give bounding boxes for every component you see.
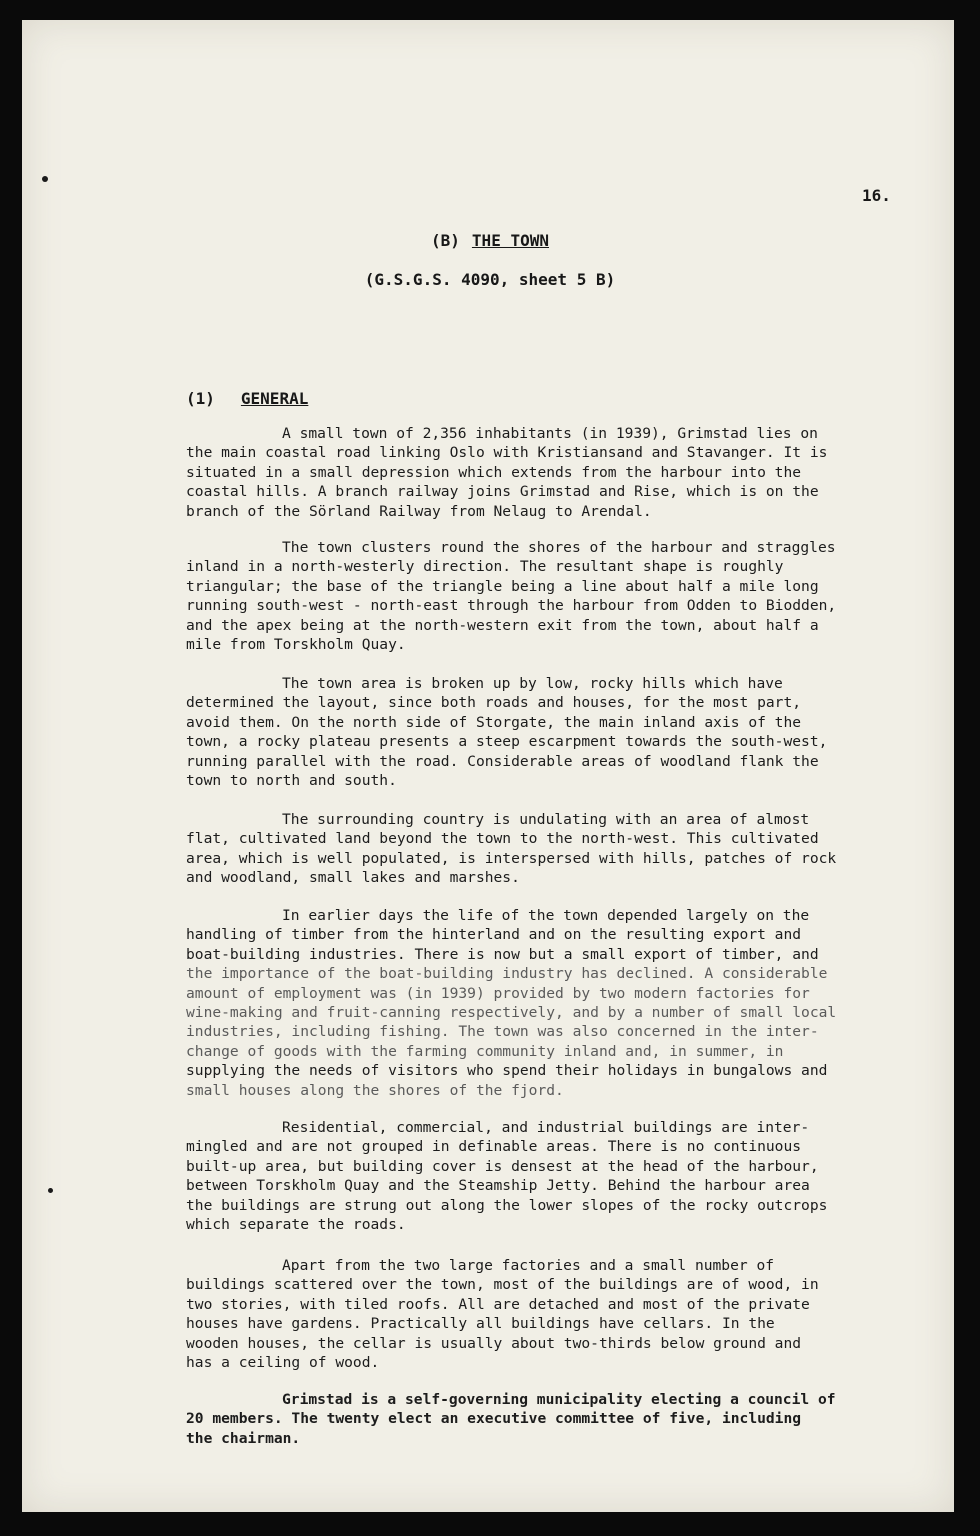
- text-line: branch of the Sörland Railway from Nelaug to Arendal.: [186, 502, 652, 520]
- text-line: the importance of the boat-building industry has declined. A considerable: [186, 965, 828, 983]
- binder-hole-mark: [48, 1188, 53, 1193]
- text-line: area, which is well populated, is interspersed with hills, patches of rock: [186, 849, 837, 867]
- text-line: determined the layout, since both roads and houses, for the most part,: [186, 694, 802, 712]
- text-line: handling of timber from the hinterland and on the resulting export and: [186, 926, 802, 944]
- text-line: and the apex being at the north-western exit from the town, about half a: [186, 616, 819, 634]
- text-line: In earlier days the life of the town depended largely on the: [282, 907, 810, 924]
- text-line: Grimstad is a self-governing municipality electing a council of: [282, 1391, 836, 1408]
- binder-hole-mark: [42, 176, 48, 182]
- text-line: amount of employment was (in 1939) provided by two modern factories for: [186, 984, 810, 1002]
- paragraph: [186, 1256, 898, 1372]
- page-subtitle: (G.S.G.S. 4090, sheet 5 B): [364, 270, 616, 289]
- text-line: Residential, commercial, and industrial buildings are inter-: [282, 1119, 810, 1136]
- text-line: wine-making and fruit-canning respectively, and by a number of small local: [186, 1004, 837, 1022]
- section-number: (1): [186, 389, 215, 408]
- text-line: and woodland, small lakes and marshes.: [186, 869, 520, 887]
- text-line: inland in a north-westerly direction. The resultant shape is roughly: [186, 558, 784, 576]
- text-line: between Torskholm Quay and the Steamship Jetty. Behind the harbour area: [186, 1177, 810, 1195]
- text-line: triangular; the base of the triangle being a line about half a mile long: [186, 577, 819, 595]
- text-line: supplying the needs of visitors who spend their holidays in bungalows and: [186, 1062, 828, 1080]
- text-line: The town area is broken up by low, rocky hills which have: [282, 675, 783, 692]
- text-line: which separate the roads.: [186, 1216, 406, 1234]
- text-line: running south-west - north-east through the harbour from Odden to Biodden,: [186, 597, 837, 615]
- text-line: The town clusters round the shores of the harbour and straggles: [282, 539, 836, 556]
- text-line: industries, including fishing. The town was also concerned in the inter-: [186, 1023, 819, 1041]
- section-title: GENERAL: [240, 389, 309, 408]
- text-line: town, a rocky plateau presents a steep escarpment towards the south-west,: [186, 733, 828, 751]
- paragraph: [186, 1118, 898, 1234]
- page-number: 16.: [862, 186, 891, 205]
- paragraph: [186, 674, 898, 790]
- text-line: the chairman.: [186, 1429, 301, 1447]
- text-line: running parallel with the road. Considerable areas of woodland flank the: [186, 752, 819, 770]
- text-line: coastal hills. A branch railway joins Grimstad and Rise, which is on the: [186, 483, 819, 501]
- title-text: THE TOWN: [471, 231, 549, 250]
- paragraph: [186, 538, 898, 654]
- text-line: avoid them. On the north side of Storgate, the main inland axis of the: [186, 713, 802, 731]
- paragraph: [186, 810, 898, 888]
- section-heading: [186, 389, 308, 408]
- text-line: wooden houses, the cellar is usually about two-thirds below ground and: [186, 1334, 802, 1352]
- title-prefix: (B): [431, 231, 460, 250]
- text-line: Apart from the two large factories and a small number of: [282, 1257, 775, 1274]
- text-line: buildings scattered over the town, most of the buildings are of wood, in: [186, 1276, 819, 1294]
- page-title: [0, 231, 980, 250]
- text-line: built-up area, but building cover is densest at the head of the harbour,: [186, 1157, 819, 1175]
- text-line: houses have gardens. Practically all buildings have cellars. In the: [186, 1315, 775, 1333]
- text-line: flat, cultivated land beyond the town to the north-west. This cultivated: [186, 830, 819, 848]
- paragraph: [186, 424, 898, 521]
- text-line: mingled and are not grouped in definable areas. There is no continuous: [186, 1138, 802, 1156]
- text-line: A small town of 2,356 inhabitants (in 1939), Grimstad lies on: [282, 425, 818, 442]
- paragraph: [186, 906, 898, 1100]
- text-line: two stories, with tiled roofs. All are detached and most of the private: [186, 1295, 810, 1313]
- text-line: The surrounding country is undulating with an area of almost: [282, 811, 810, 828]
- text-line: small houses along the shores of the fjord.: [186, 1081, 564, 1099]
- text-line: has a ceiling of wood.: [186, 1354, 380, 1372]
- text-line: the main coastal road linking Oslo with Kristiansand and Stavanger. It is: [186, 444, 828, 462]
- text-line: town to north and south.: [186, 772, 397, 790]
- text-line: boat-building industries. There is now but a small export of timber, and: [186, 945, 819, 963]
- text-line: change of goods with the farming community inland and, in summer, in: [186, 1042, 784, 1060]
- text-line: situated in a small depression which extends from the harbour into the: [186, 463, 802, 481]
- text-line: 20 members. The twenty elect an executive committee of five, including: [186, 1410, 802, 1428]
- text-line: mile from Torskholm Quay.: [186, 636, 406, 654]
- paragraph: [186, 1390, 898, 1448]
- text-line: the buildings are strung out along the lower slopes of the rocky outcrops: [186, 1196, 828, 1214]
